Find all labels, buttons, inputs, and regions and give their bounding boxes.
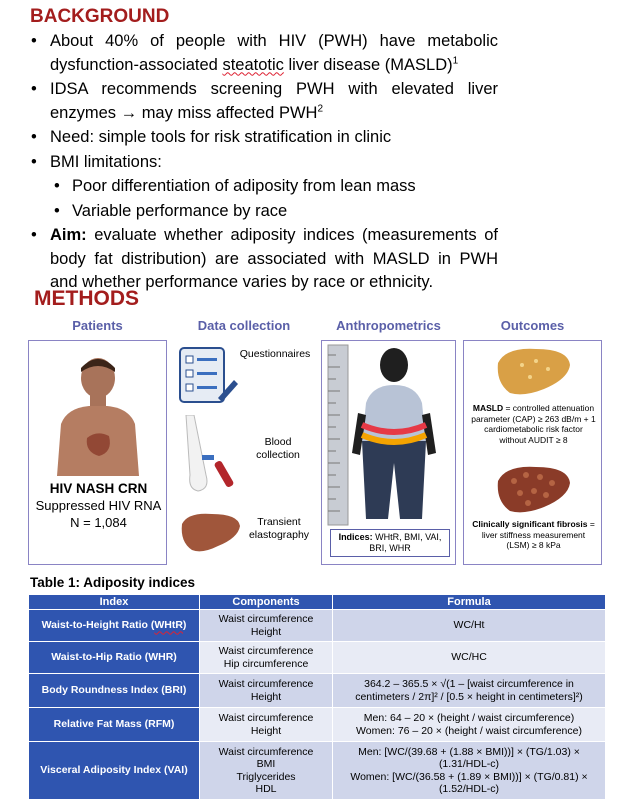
- index-cell: Waist-to-Hip Ratio (WHR): [29, 642, 200, 674]
- bullet-race: • Variable performance by race: [28, 200, 498, 224]
- header-index: Index: [29, 595, 200, 610]
- components-cell: Waist circumference BMI Triglycerides HDL: [200, 742, 333, 800]
- data-collection-panel: [174, 340, 314, 565]
- patients-panel: [28, 340, 167, 565]
- patient-torso-icon: [29, 346, 168, 476]
- masld-definition: MASLD = controlled attenuation parameter (CAP) ≥ 263 dB/m + 1 cardiometabolic risk factor without AUDIT ≥ 8: [471, 403, 596, 445]
- formula-cell: WC/HC: [333, 642, 606, 674]
- components-cell: Waist circumference Height: [200, 708, 333, 742]
- steatotic-liver-icon: [494, 345, 574, 399]
- table-row: [29, 708, 606, 742]
- bullet-need: • Need: simple tools for risk stratification in clinic: [28, 126, 498, 150]
- questionnaires-label: Questionnaires: [239, 348, 311, 360]
- cohort-n: N = 1,084: [70, 515, 127, 530]
- cohort-name: HIV NASH CRN: [49, 481, 148, 496]
- formula-cell: Men: [WC/(39.68 + (1.88 × BMI))] × (TG/1.03) × (1.31/HDL-c) Women: [WC/(36.58 + (1.89 × BMI))] × (TG/0.81) × (1.52/HDL-c): [333, 742, 606, 800]
- components-cell: Waist circumference Height: [200, 674, 333, 708]
- formula-cell: Men: 64 – 20 × (height / waist circumference) Women: 76 – 20 × (height / waist circumference): [333, 708, 606, 742]
- table-title: Table 1: Adiposity indices: [30, 575, 196, 590]
- fibrotic-liver-icon: [494, 463, 574, 517]
- indices-box: Indices: WHtR, BMI, VAI, BRI, WHR: [330, 529, 450, 557]
- outcomes-title: Outcomes: [500, 318, 565, 333]
- index-cell: Visceral Adiposity Index (VAI): [29, 742, 200, 800]
- formula-cell: 364.2 – 365.5 × √(1 – [waist circumference in centimeters / 2π]² / [0.5 × height in centimeters]²): [333, 674, 606, 708]
- blood-collection-label: Blood collection: [256, 436, 300, 461]
- bullet-adiposity: • Poor differentiation of adiposity from lean mass: [28, 175, 498, 199]
- bullet-bmi-limitations: • BMI limitations:: [28, 151, 498, 175]
- index-cell: Waist-to-Height Ratio (WHtR): [29, 610, 200, 642]
- methods-title: METHODS: [34, 287, 139, 310]
- table-header-row: [29, 595, 606, 610]
- questionnaire-icon: [178, 346, 238, 406]
- liver-elastography-icon: [178, 510, 244, 558]
- table-row: [29, 610, 606, 642]
- bullet-masld-prevalence: • About 40% of people with HIV (PWH) have metabolic dysfunction-associated steatotic liver disease (MASLD)$^1$: [28, 30, 498, 77]
- formula-cell: WC/Ht: [333, 610, 606, 642]
- header-components: Components: [200, 595, 333, 610]
- background-bullets: [28, 30, 498, 296]
- anthropometrics-panel: [321, 340, 456, 565]
- fibrosis-definition: Clinically significant fibrosis = liver stiffness measurement (LSM) ≥ 8 kPa: [472, 519, 595, 550]
- blood-collection-icon: [176, 415, 246, 495]
- patients-title: Patients: [72, 318, 123, 333]
- header-formula: Formula: [333, 595, 606, 610]
- table-row: [29, 742, 606, 800]
- index-cell: Relative Fat Mass (RFM): [29, 708, 200, 742]
- anthropometrics-title: Anthropometrics: [336, 318, 441, 333]
- adiposity-indices-table: [28, 594, 606, 800]
- background-title: BACKGROUND: [30, 6, 170, 27]
- body-measurement-icon: [322, 343, 457, 528]
- cohort-hiv-rna: Suppressed HIV RNA: [35, 498, 162, 513]
- elastography-label: Transient elastography: [248, 516, 310, 541]
- components-cell: Waist circumference Height: [200, 610, 333, 642]
- table-row: [29, 674, 606, 708]
- bullet-aim: • Aim: evaluate whether adiposity indices (measurements of body fat distribution) are associated with MASLD in PWH and whether performance varies by race or ethnicity.: [28, 224, 498, 295]
- components-cell: Waist circumference Hip circumference: [200, 642, 333, 674]
- outcomes-panel: [463, 340, 602, 565]
- index-cell: Body Roundness Index (BRI): [29, 674, 200, 708]
- table-row: [29, 642, 606, 674]
- data-collection-title: Data collection: [197, 318, 291, 333]
- bullet-idsa: • IDSA recommends screening PWH with elevated liver enzymes → may miss affected PWH$^2$: [28, 78, 498, 125]
